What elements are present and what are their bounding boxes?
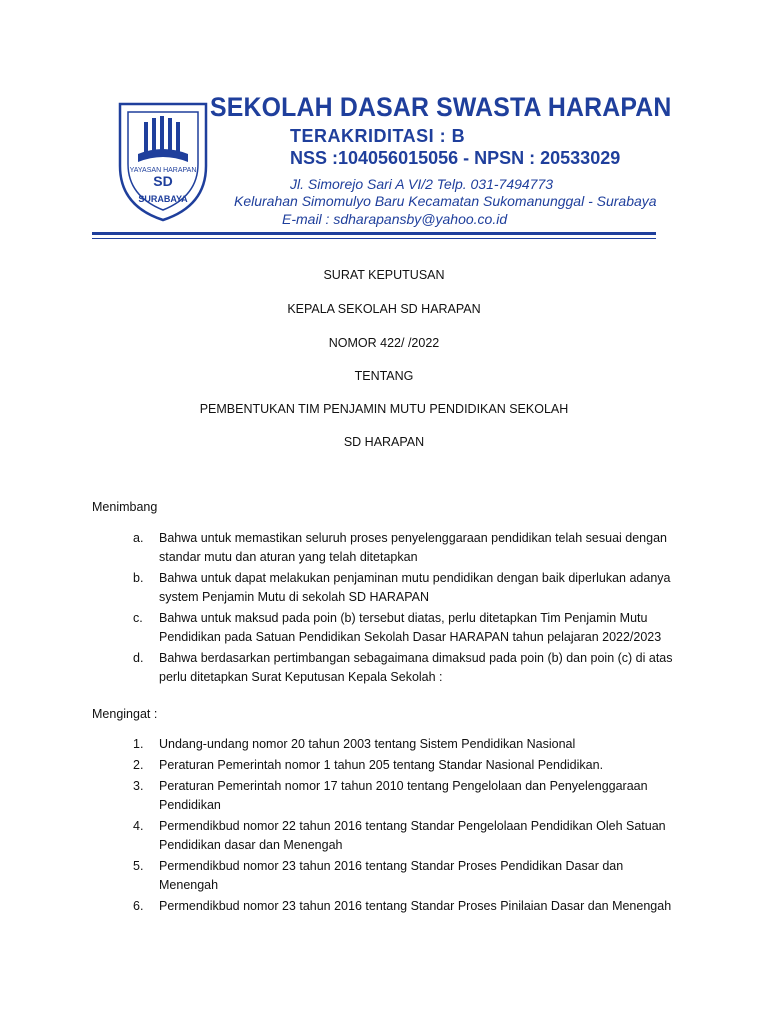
list-item-text: Undang-undang nomor 20 tahun 2003 tentang Sistem Pendidikan Nasional bbox=[159, 737, 576, 751]
list-item bbox=[133, 897, 678, 916]
list-marker: 1. bbox=[133, 737, 144, 751]
address-line-1: Jl. Simorejo Sari A VI/2 Telp. 031-7494773 bbox=[290, 176, 554, 192]
title-line-4: TENTANG bbox=[354, 369, 414, 383]
logo-center-text: SD bbox=[153, 173, 173, 189]
list-marker: 3. bbox=[133, 779, 144, 793]
school-logo bbox=[114, 96, 212, 224]
list-item bbox=[133, 756, 678, 775]
list-item-text: Peraturan Pemerintah nomor 1 tahun 205 tentang Standar Nasional Pendidikan. bbox=[159, 758, 604, 772]
mengingat-list bbox=[133, 735, 678, 918]
section-mengingat-label: Mengingat : bbox=[92, 707, 158, 721]
nss-npsn: NSS :104056015056 - NPSN : 20533029 bbox=[290, 148, 621, 168]
list-item-text: Bahwa untuk dapat melakukan penjaminan mutu pendidikan dengan baik diperlukan adanya system Penjamin Mutu di sekolah SD HARAPAN bbox=[159, 571, 671, 604]
list-item-text: Bahwa untuk memastikan seluruh proses penyelenggaraan pendidikan telah sesuai dengan standar mutu dan aturan yang telah ditetapkan bbox=[159, 531, 667, 564]
logo-ring-text: YAYASAN HARAPAN bbox=[129, 167, 197, 174]
school-name: SEKOLAH DASAR SWASTA HARAPAN bbox=[210, 92, 672, 122]
list-marker: 5. bbox=[133, 859, 144, 873]
address-line-2: Kelurahan Simomulyo Baru Kecamatan Sukomanunggal - Surabaya bbox=[234, 193, 657, 209]
list-item-text: Permendikbud nomor 22 tahun 2016 tentang Standar Pengelolaan Pendidikan Oleh Satuan Pendidikan dasar dan Menengah bbox=[159, 819, 666, 852]
email-line: E-mail : sdharapansby@yahoo.co.id bbox=[282, 211, 508, 227]
list-marker: d. bbox=[133, 651, 144, 665]
list-item bbox=[133, 529, 678, 567]
list-item-text: Permendikbud nomor 23 tahun 2016 tentang Standar Proses Pinilaian Dasar dan Menengah bbox=[159, 899, 672, 913]
list-item bbox=[133, 817, 678, 855]
letterhead-rule-thin bbox=[92, 238, 656, 239]
section-menimbang-label: Menimbang bbox=[92, 500, 158, 514]
list-item-text: Permendikbud nomor 23 tahun 2016 tentang Standar Proses Pendidikan Dasar dan Menengah bbox=[159, 859, 624, 892]
list-item bbox=[133, 569, 678, 607]
list-item-text: Peraturan Pemerintah nomor 17 tahun 2010 tentang Pengelolaan dan Penyelenggaraan Pendidikan bbox=[159, 779, 648, 812]
list-item bbox=[133, 857, 678, 895]
list-item bbox=[133, 649, 678, 687]
logo-bottom-text: SURABAYA bbox=[138, 194, 188, 204]
list-item bbox=[133, 609, 678, 647]
list-item-text: Bahwa untuk maksud pada poin (b) tersebut diatas, perlu ditetapkan Tim Penjamin Mutu Pendidikan pada Satuan Pendidikan Sekolah Dasar HARAPAN tahun pelajaran 2022/2023 bbox=[159, 611, 662, 644]
list-marker: 2. bbox=[133, 758, 144, 772]
accreditation: TERAKRIDITASI : B bbox=[290, 126, 466, 146]
list-item bbox=[133, 735, 678, 754]
title-line-3: NOMOR 422/ /2022 bbox=[328, 336, 440, 350]
list-item-text: Bahwa berdasarkan pertimbangan sebagaimana dimaksud pada poin (b) dan poin (c) di atas perlu ditetapkan Surat Keputusan Kepala Sekolah : bbox=[159, 651, 673, 684]
letterhead bbox=[92, 88, 672, 248]
list-marker: 6. bbox=[133, 899, 144, 913]
list-marker: 4. bbox=[133, 819, 144, 833]
title-line-5: PEMBENTUKAN TIM PENJAMIN MUTU PENDIDIKAN SEKOLAH bbox=[199, 402, 569, 416]
menimbang-list bbox=[133, 529, 678, 689]
list-marker: c. bbox=[133, 611, 143, 625]
title-line-1: SURAT KEPUTUSAN bbox=[323, 268, 445, 282]
title-line-6: SD HARAPAN bbox=[343, 435, 425, 449]
list-item bbox=[133, 777, 678, 815]
list-marker: b. bbox=[133, 571, 144, 585]
title-line-2: KEPALA SEKOLAH SD HARAPAN bbox=[287, 302, 481, 316]
list-marker: a. bbox=[133, 531, 144, 545]
letterhead-rule-thick bbox=[92, 232, 656, 235]
